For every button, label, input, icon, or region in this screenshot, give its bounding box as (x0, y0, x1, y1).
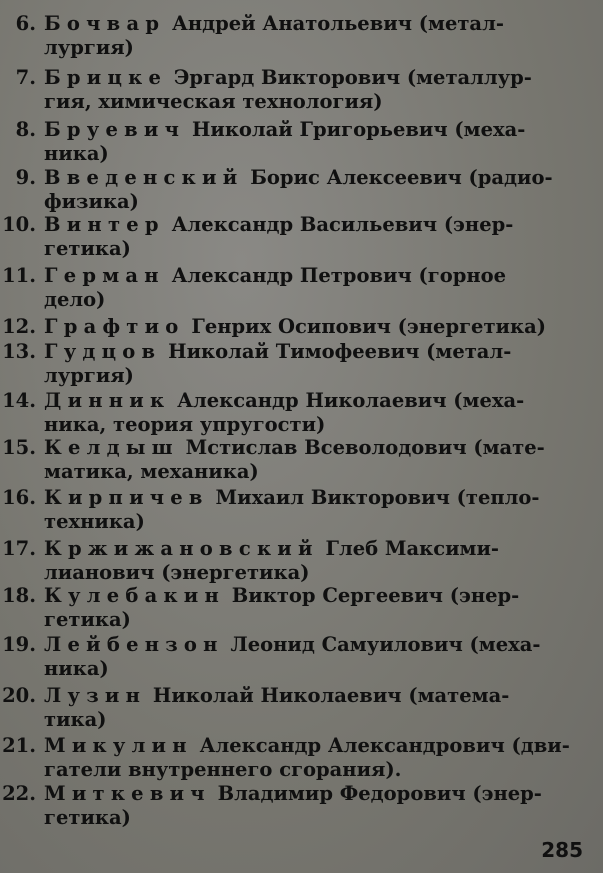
page-number: 285 (541, 838, 583, 862)
entry-continuation: гетика) (44, 608, 131, 631)
entry-surname: Келдыш (44, 436, 179, 459)
entry-number: 14. (2, 389, 36, 412)
entry-number: 20. (2, 684, 36, 707)
entry-number: 21. (2, 734, 36, 757)
entry-continuation: гия, химическая технология) (44, 90, 383, 113)
entry-text: Мстислав Всеволодович (мате- (178, 436, 545, 459)
entry-text: Александр Петрович (горное (164, 264, 507, 287)
entry-number: 16. (2, 486, 36, 509)
entry-continuation: лургия) (44, 364, 134, 387)
list-item (0, 340, 590, 388)
entry-text: Андрей Анатольевич (метал- (165, 12, 504, 35)
entry-continuation: ника) (44, 142, 109, 165)
list-item (0, 315, 590, 339)
entry-continuation: дело) (44, 288, 106, 311)
entry-surname: Лейбензон (44, 633, 224, 656)
list-item (0, 584, 590, 632)
list-item (0, 537, 590, 585)
entry-continuation: ника, теория упругости) (44, 413, 326, 436)
entry-surname: Гудцов (44, 340, 162, 363)
entry-surname: Герман (44, 264, 165, 287)
entry-text: Глеб Максими- (318, 537, 500, 560)
entry-text: Леонид Самуилович (меха- (223, 633, 541, 656)
entry-number: 19. (2, 633, 36, 656)
entry-continuation: гетика) (44, 237, 131, 260)
entry-continuation: лианович (энергетика) (44, 561, 310, 584)
entry-text: Николай Григорьевич (меха- (185, 118, 526, 141)
entry-text: Александр Александрович (дви- (192, 734, 570, 757)
list-item (0, 486, 590, 534)
entry-number: 11. (2, 264, 36, 287)
list-item (0, 66, 590, 114)
entry-continuation: гатели внутреннего сгорания). (44, 758, 402, 781)
list-item (0, 436, 590, 484)
entry-text: Николай Николаевич (матема- (146, 684, 510, 707)
entry-surname: Кулебакин (44, 584, 225, 607)
entry-surname: Лузин (44, 684, 147, 707)
entry-text: Виктор Сергеевич (энер- (225, 584, 520, 607)
entry-surname: Введенский (44, 166, 244, 189)
entry-continuation: лургия) (44, 36, 134, 59)
entry-number: 6. (15, 12, 36, 35)
entry-number: 13. (2, 340, 36, 363)
entry-continuation: физика) (44, 190, 139, 213)
entry-surname: Графтио (44, 315, 185, 338)
entry-surname: Динник (44, 389, 171, 412)
entry-number: 8. (15, 118, 36, 141)
entry-number: 12. (2, 315, 36, 338)
entry-continuation: техника) (44, 510, 145, 533)
entry-surname: Винтер (44, 213, 165, 236)
list-item (0, 213, 590, 261)
entry-text: Николай Тимофеевич (метал- (161, 340, 512, 363)
entry-number: 15. (2, 436, 36, 459)
entry-continuation: матика, механика) (44, 460, 259, 483)
entry-text: Михаил Викторович (тепло- (208, 486, 540, 509)
list-item (0, 118, 590, 166)
list-item (0, 389, 590, 437)
entry-number: 17. (2, 537, 36, 560)
entry-surname: Микулин (44, 734, 193, 757)
entry-surname: Бруевич (44, 118, 186, 141)
entry-surname: Брицке (44, 66, 168, 89)
list-item (0, 633, 590, 681)
entry-number: 7. (15, 66, 36, 89)
entry-number: 10. (2, 213, 36, 236)
entry-continuation: тика) (44, 708, 107, 731)
entry-text: Александр Николаевич (меха- (170, 389, 525, 412)
entry-surname: Бочвар (44, 12, 166, 35)
entry-text: Генрих Осипович (энергетика) (184, 315, 546, 338)
entry-continuation: ника) (44, 657, 109, 680)
book-page (0, 6, 603, 873)
entry-continuation: гетика) (44, 806, 131, 829)
entry-number: 22. (2, 782, 36, 805)
entry-surname: Миткевич (44, 782, 211, 805)
list-item (0, 684, 590, 732)
list-item (0, 12, 590, 60)
entry-surname: Кржижановский (44, 537, 319, 560)
list-item (0, 166, 590, 214)
list-item (0, 264, 590, 312)
entry-text: Александр Васильевич (энер- (164, 213, 514, 236)
entry-number: 9. (15, 166, 36, 189)
entry-text: Эргард Викторович (металлур- (167, 66, 532, 89)
list-item (0, 782, 590, 830)
entry-text: Борис Алексеевич (радио- (243, 166, 553, 189)
entry-surname: Кирпичев (44, 486, 209, 509)
entry-number: 18. (2, 584, 36, 607)
entry-text: Владимир Федорович (энер- (210, 782, 542, 805)
list-item (0, 734, 590, 782)
